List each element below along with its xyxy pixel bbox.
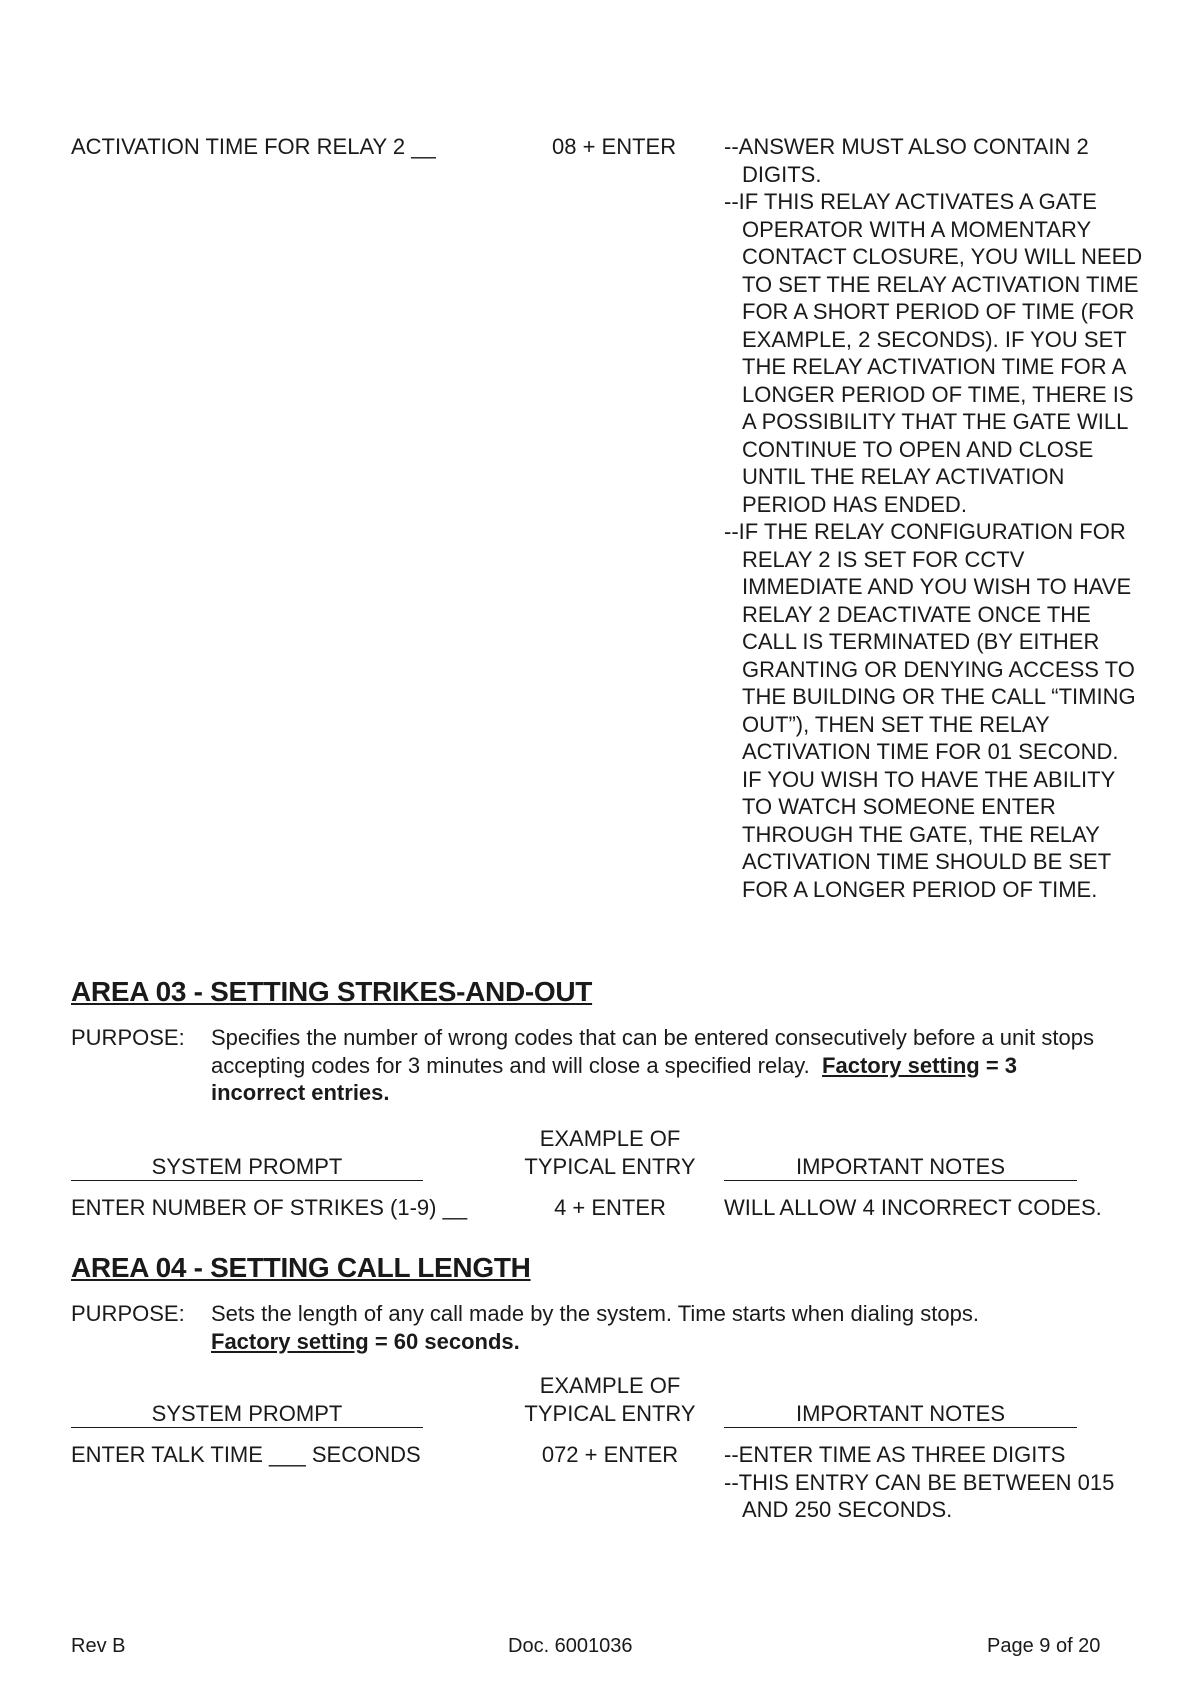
relay2-note-1: --ANSWER MUST ALSO CONTAIN 2 DIGITS. — [724, 134, 1089, 187]
area03-col-example-line1: EXAMPLE OF — [539, 1126, 681, 1151]
area04-note-2: --THIS ENTRY CAN BE BETWEEN 015 AND 250 SECONDS. — [724, 1469, 1115, 1522]
relay2-prompt: ACTIVATION TIME FOR RELAY 2 __ — [71, 134, 436, 159]
area03-col-prompt: SYSTEM PROMPT — [71, 1153, 423, 1181]
area04-col-example-line2: TYPICAL ENTRY — [524, 1401, 696, 1426]
area03-factory-value: = 3 incorrect entries. — [211, 1052, 1018, 1105]
footer-doc: Doc. 6001036 — [508, 1635, 633, 1657]
area04-purpose — [211, 1300, 1111, 1355]
area03-purpose — [211, 1024, 1111, 1107]
area04-factory-value: = 60 seconds. — [368, 1328, 520, 1354]
area04-entry: 072 + ENTER — [541, 1442, 679, 1467]
area04-title: AREA 04 - SETTING CALL LENGTH — [71, 1252, 531, 1283]
area03-purpose-text: Specifies the number of wrong codes that can be entered consecutively before a unit stops accepting codes for 3 minutes and will close a specified relay. — [211, 1025, 1094, 1078]
area04-factory-label: Factory setting — [211, 1328, 369, 1354]
relay2-note-3: --IF THE RELAY CONFIGURATION FOR RELAY 2 IS SET FOR CCTV IMMEDIATE AND YOU WISH TO HAVE RELAY 2 DEACTIVATE ONCE THE CALL IS TERMINATED (BY EITHER GRANTING OR DENYING ACCESS TO THE BUILDING OR THE CALL “TIMING OUT”), THEN SET THE RELAY ACTIVATION TIME FOR 01 SECOND. IF YOU WISH TO HAVE THE ABILITY TO WATCH SOMEONE ENTER THROUGH THE GATE, THE RELAY ACTIVATION TIME SHOULD BE SET FOR A LONGER PERIOD OF TIME. — [724, 519, 1136, 902]
area04-col-prompt: SYSTEM PROMPT — [71, 1400, 423, 1428]
area03-note: WILL ALLOW 4 INCORRECT CODES. — [724, 1195, 1102, 1220]
area04-note-1: --ENTER TIME AS THREE DIGITS — [724, 1442, 1066, 1467]
area04-purpose-label: PURPOSE: — [71, 1301, 185, 1326]
area04-col-notes: IMPORTANT NOTES — [724, 1400, 1077, 1428]
relay2-note-2: --IF THIS RELAY ACTIVATES A GATE OPERATOR WITH A MOMENTARY CONTACT CLOSURE, YOU WILL NEED TO SET THE RELAY ACTIVATION TIME FOR A SHORT PERIOD OF TIME (FOR EXAMPLE, 2 SECONDS). IF YOU SET THE RELAY ACTIVATION TIME FOR A LONGER PERIOD OF TIME, THERE IS A POSSIBILITY THAT THE GATE WILL CONTINUE TO OPEN AND CLOSE UNTIL THE RELAY ACTIVATION PERIOD HAS ENDED. — [724, 189, 1143, 517]
area03-col-notes: IMPORTANT NOTES — [724, 1153, 1077, 1181]
area03-col-example-line2: TYPICAL ENTRY — [524, 1154, 696, 1179]
area03-factory-label: Factory setting — [822, 1052, 980, 1078]
area03-purpose-label: PURPOSE: — [71, 1025, 185, 1050]
footer-rev: Rev B — [71, 1635, 126, 1657]
area03-entry: 4 + ENTER — [554, 1195, 666, 1220]
area03-title: AREA 03 - SETTING STRIKES-AND-OUT — [71, 976, 593, 1007]
relay2-notes — [724, 133, 1144, 903]
footer-page: Page 9 of 20 — [987, 1635, 1101, 1657]
area03-prompt: ENTER NUMBER OF STRIKES (1-9) __ — [71, 1195, 468, 1220]
area04-notes — [724, 1441, 1124, 1524]
area04-col-example-line1: EXAMPLE OF — [539, 1373, 681, 1398]
relay2-entry: 08 + ENTER — [552, 134, 677, 159]
area04-purpose-text: Sets the length of any call made by the system. Time starts when dialing stops. — [211, 1301, 979, 1326]
area04-prompt: ENTER TALK TIME ___ SECONDS — [71, 1442, 421, 1467]
